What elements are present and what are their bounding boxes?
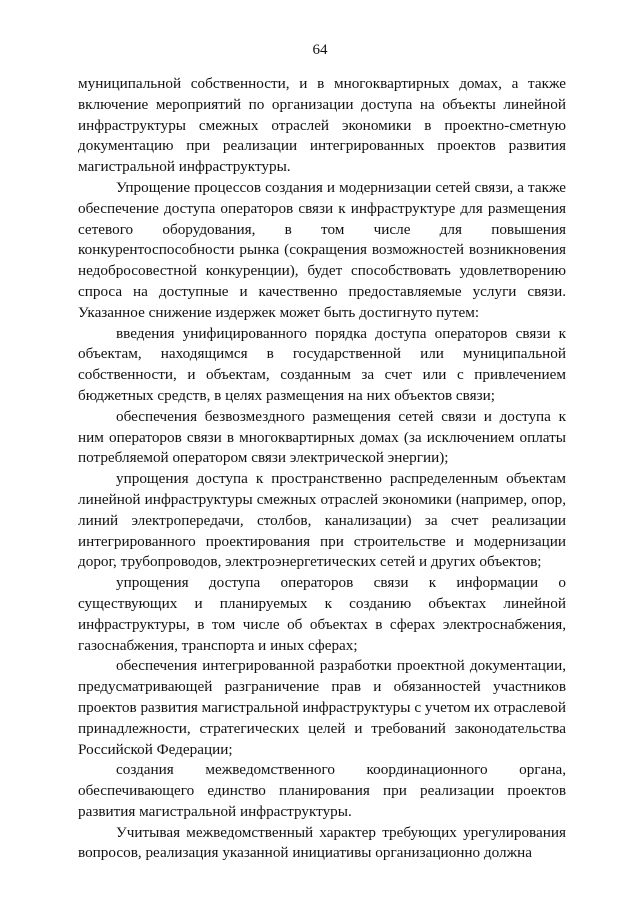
- paragraph-coordination-body: создания межведомственного координационного органа, обеспечивающего единство планирования при реализации проектов развития магистральной инфраструктуры.: [78, 761, 566, 820]
- paragraph-free-placement: обеспечения безвозмездного размещения сетей связи и доступа к ним операторов связи в многоквартирных домах (за исключением оплаты потребляемой оператором связи электрической энергии);: [78, 407, 566, 467]
- paragraph-information-access: упрощения доступа операторов связи к информации о существующих и планируемых к созданию объектах линейной инфраструктуры, в том числе об объектах в сферах электроснабжения, газоснабжения, транспорта и иных сферах;: [78, 574, 566, 654]
- paragraph-continuation: муниципальной собственности, и в многоквартирных домах, а также включение мероприятий по организации доступа на объекты линейной инфраструктуры смежных отраслей экономики в проектно-сметную документацию при реализации интегрированных проектов развития магистральной инфраструктуры.: [78, 75, 566, 176]
- body-text: [78, 74, 566, 864]
- paragraph-simplification: Упрощение процессов создания и модернизации сетей связи, а также обеспечение доступа операторов связи к инфраструктуре для размещения сетевого оборудования, в том числе для повышения конкурентоспособности рынка (сокращения возможностей возникновения недобросовестной конкуренции), будет способствовать удовлетворению спроса на доступные и качественно предоставляемые услуги связи. Указанное снижение издержек может быть достигнуто путем:: [78, 178, 566, 321]
- paragraph-unified-access: введения унифицированного порядка доступа операторов связи к объектам, находящимся в государственной или муниципальной собственности, и объектам, созданным за счет или с привлечением бюджетных средств, в целях размещения на них объектов связи;: [78, 324, 566, 404]
- page-number: 64: [312, 42, 328, 58]
- paragraph-integrated-design: обеспечения интегрированной разработки проектной документации, предусматривающей разграничение прав и обязанностей участников проектов развития магистральной инфраструктуры с учетом их отраслевой принадлежности, стратегических целей и требований законодательства Российской Федерации;: [78, 657, 566, 758]
- paragraph-conclusion: Учитывая межведомственный характер требующих урегулирования вопросов, реализация указанной инициативы организационно должна: [78, 823, 566, 862]
- paragraph-linear-infrastructure: упрощения доступа к пространственно распределенным объектам линейной инфраструктуры смежных отраслей экономики (например, опор, линий электропередачи, столбов, канализации) за счет реализации интегрированного проектирования при строительстве и модернизации дорог, трубопроводов, электроэнергетических сетей и других объектов;: [78, 470, 566, 571]
